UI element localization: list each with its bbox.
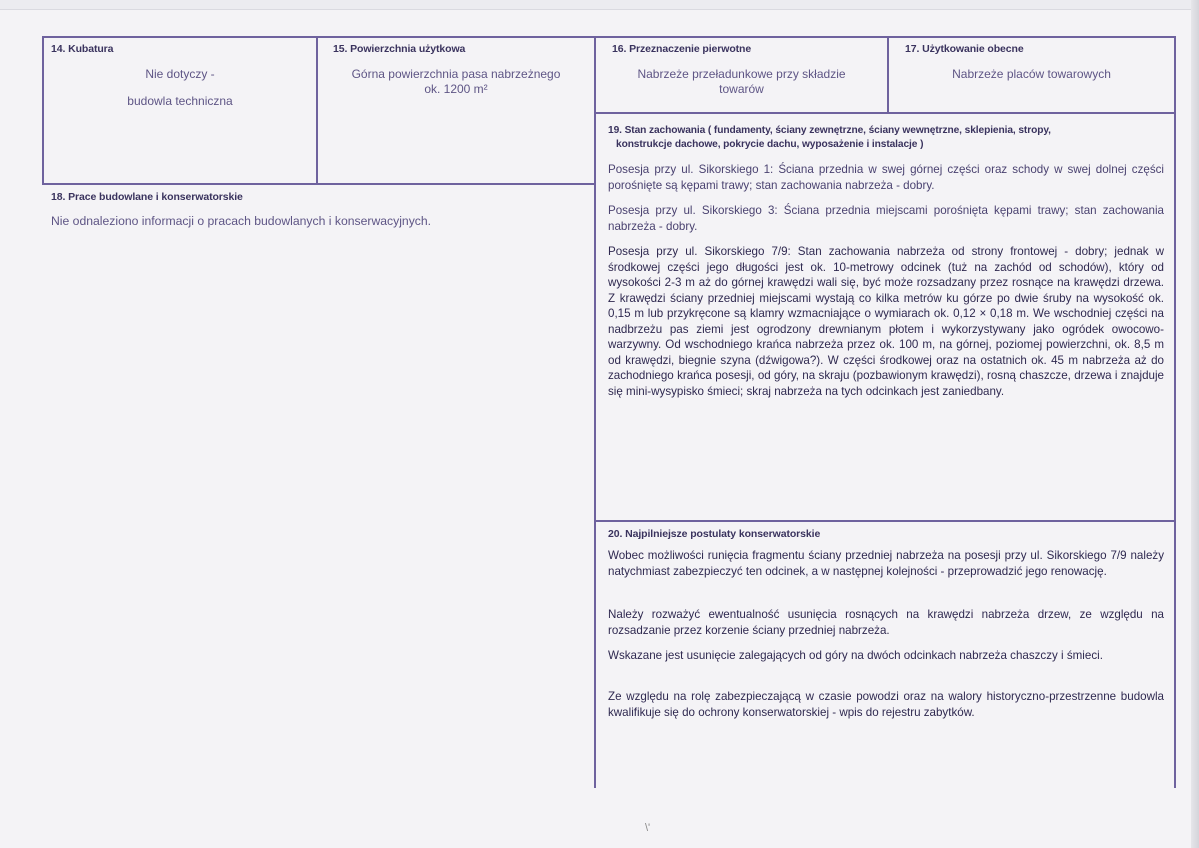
grid-divider-14-15 (316, 36, 318, 184)
grid-left-line (42, 36, 44, 184)
section-19-paragraph-2: Posesja przy ul. Sikorskiego 3: Ściana przednia miejscami porośnięta kępami trawy; stan zachowania nabrzeża - dobry. (608, 204, 1164, 233)
page-footer-mark: \' (645, 822, 651, 834)
section-16-value-line2: towarów (719, 82, 764, 96)
section-14-value-line2: budowla techniczna (127, 94, 233, 108)
section-20-paragraph-2: Należy rozważyć ewentualność usunięcia rosnących na krawędzi nabrzeża drzew, ze względu na rozsadzanie przez korzenie ściany przedniej nabrzeża. (608, 608, 1164, 637)
grid-line-above-20 (594, 520, 1176, 522)
section-17-value: Nabrzeże placów towarowych (952, 67, 1111, 81)
section-17-header: 17. Użytkowanie obecne (905, 43, 1024, 55)
paper-right-edge (1191, 0, 1199, 848)
section-19-paragraph-1: Posesja przy ul. Sikorskiego 1: Ściana przednia w swej górnej części oraz schody w swej dolnej części porośnięte są kępami trawy; stan zachowania nabrzeża - dobry. (608, 163, 1164, 192)
section-14-header: 14. Kubatura (51, 43, 114, 55)
section-19-header-line1: 19. Stan zachowania ( fundamenty, ściany zewnętrzne, ściany wewnętrzne, sklepienia, stropy, (608, 125, 1051, 136)
section-14-value-line1: Nie dotyczy - (145, 67, 215, 81)
section-16-header: 16. Przeznaczenie pierwotne (612, 43, 752, 55)
section-20-paragraph-4: Ze względu na rolę zabezpieczającą w czasie powodzi oraz na walory historyczno-przestrzenne budowla kwalifikuje się do ochrony konserwatorskiej - wpis do rejestru zabytków. (608, 690, 1164, 719)
section-15-value-line1: Górna powierzchnia pasa nabrzeżnego (351, 67, 561, 81)
paper-top-edge (0, 0, 1199, 10)
grid-top-line (42, 36, 1175, 38)
grid-line-above-18 (42, 183, 596, 185)
grid-divider-15-16 (594, 36, 596, 788)
section-19-paragraph-3: Posesja przy ul. Sikorskiego 7/9: Stan zachowania nabrzeża od strony frontowej - dobry; jednak w środkowej części jego długości jest ok. 10-metrowy odcinek (tuż na zachód od schodów), który od wysokości 2-3 m aż do górnej krawędzi wali się, być może rozsadzany przez rosnące na krawędzi drzewa. Z krawędzi ściany przedniej miejscami wystają co kilka metrów ku górze po dwie śruby na wysokość ok. 0,15 m lub przykręcone są klamry wzmacniające o wymiarach ok. 0,12 × 0,18 m. We wschodniej części na nadbrzeżu pas ziemi jest ogrodzony drewnianym płotem i wykorzystywany jako ogródek owocowo-warzywny. Od wschodniego krańca nabrzeża przez ok. 100 m, na górnej, poziomej powierzchni, ok. 8,5 m od krawędzi, biegnie szyna (dźwigowa?). W części środkowej oraz na ostatnich ok. 45 m nabrzeża aż do zachodniego krańca posesji, od góry, na skraju (pozbawionym krawędzi), rosną chaszcze, drzewa i znajduje się mini-wysypisko śmieci; skraj nabrzeża na tych odcinkach jest zaniedbany. (608, 245, 1164, 398)
section-20-header: 20. Najpilniejsze postulaty konserwatorskie (608, 528, 821, 540)
section-20-paragraph-3: Wskazane jest usunięcie zalegających od góry na dwóch odcinkach nabrzeża chaszczy i śmieci. (608, 649, 1103, 662)
section-20-paragraph-1: Wobec możliwości runięcia fragmentu ściany przedniej nabrzeża na posesji przy ul. Sikorskiego 7/9 należy natychmiast zabezpieczyć ten odcinek, a w następnej kolejności - przeprowadzić jego renowację. (608, 549, 1164, 578)
section-18-text: Nie odnaleziono informacji o pracach budowlanych i konserwacyjnych. (51, 214, 432, 228)
section-15-header: 15. Powierzchnia użytkowa (333, 43, 466, 55)
section-19-header-line2: konstrukcje dachowe, pokrycie dachu, wyposażenie i instalacje ) (616, 139, 924, 150)
grid-right-line (1174, 36, 1176, 788)
section-15-value-line2: ok. 1200 m² (424, 82, 488, 96)
section-18-header: 18. Prace budowlane i konserwatorskie (51, 191, 243, 203)
grid-line-below-16-17 (594, 112, 1176, 114)
section-16-value-line1: Nabrzeże przeładunkowe przy składzie (637, 67, 846, 81)
